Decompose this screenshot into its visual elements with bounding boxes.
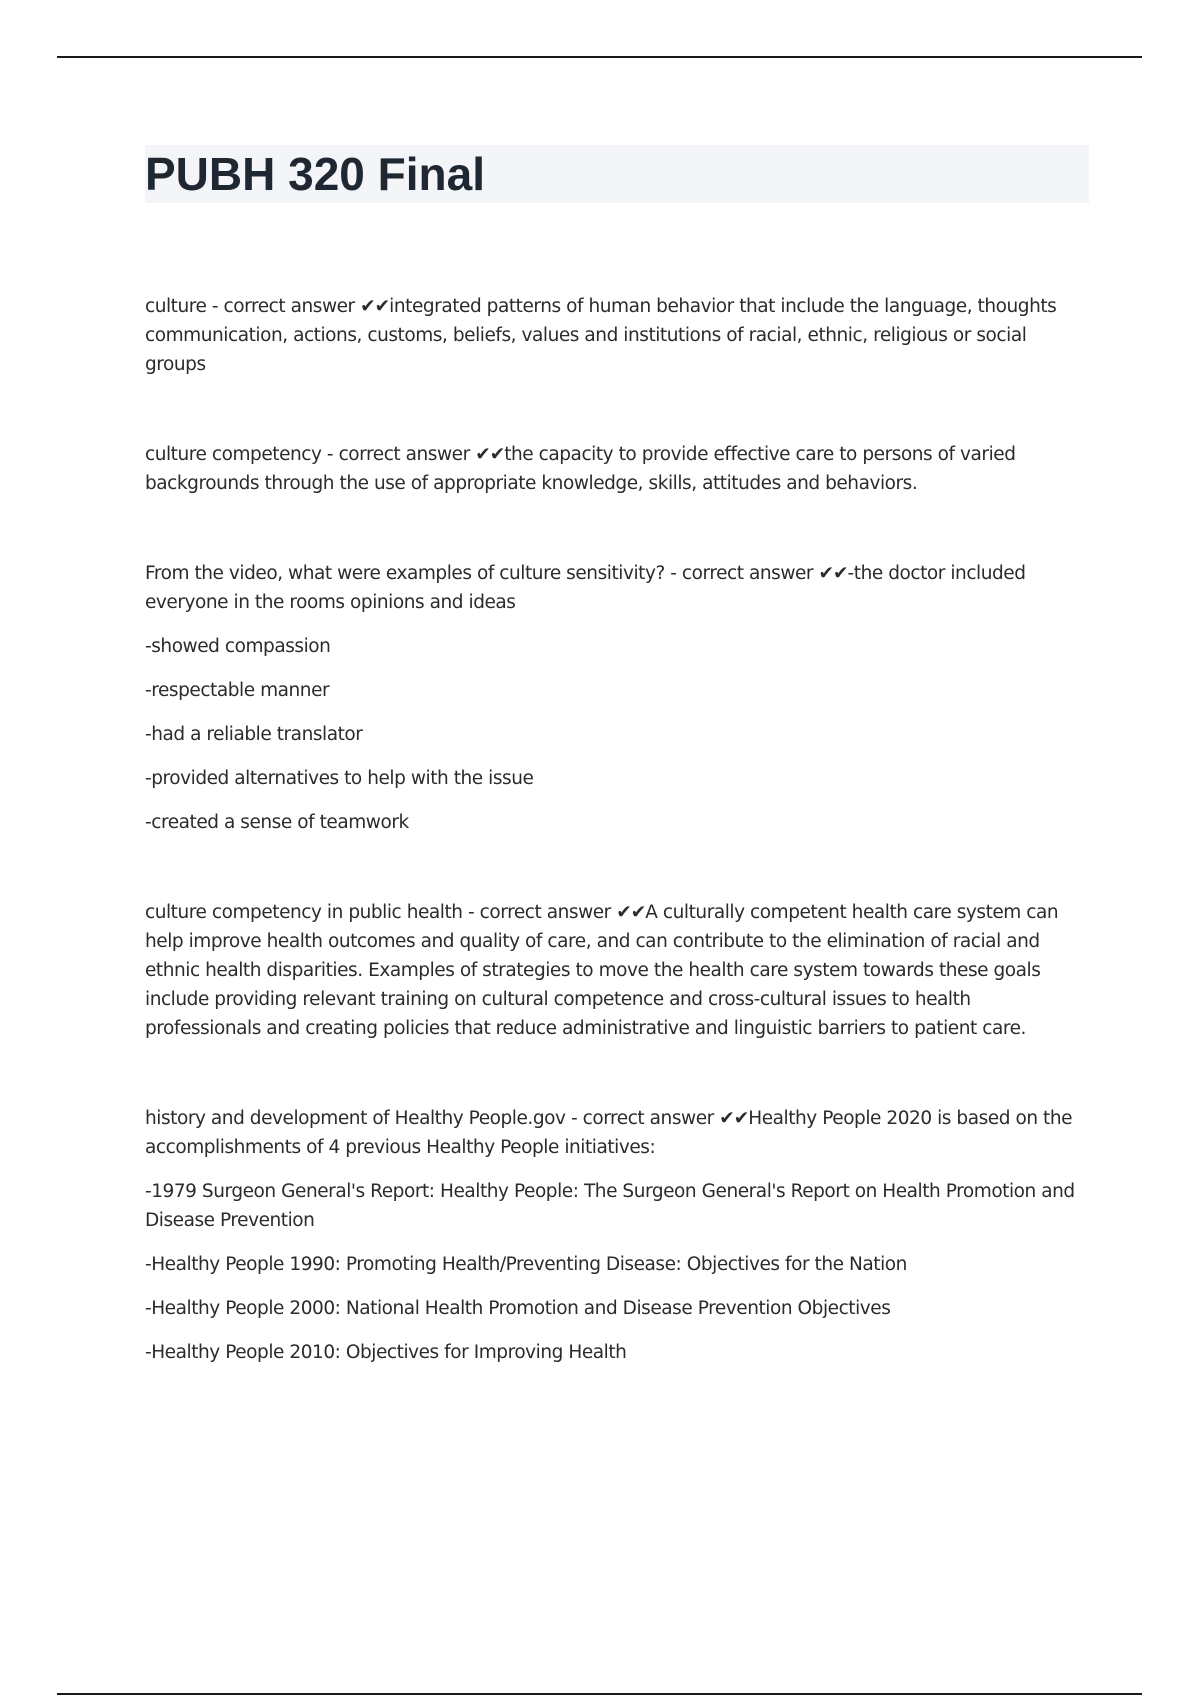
entry-separator: - correct answer: [565, 1108, 720, 1129]
flashcard-entry: [145, 1104, 1090, 1367]
checkmark-icon: ✔✔: [475, 444, 505, 465]
entry-separator: - correct answer: [462, 902, 617, 923]
top-divider: [57, 56, 1142, 58]
entry-answer: Healthy People 2020 is based on the accomplishments of 4 previous Healthy People initiatives:: [145, 1108, 1073, 1158]
entry-main-line: [145, 440, 1090, 498]
entry-term: culture competency in public health: [145, 902, 463, 923]
entry-detail: -had a reliable translator: [145, 724, 363, 745]
entry-detail: -created a sense of teamwork: [145, 812, 409, 833]
flashcard-entry: [145, 559, 1090, 837]
entry-detail: -1979 Surgeon General's Report: Healthy People: The Surgeon General's Report on Health Promotion and Disease Prevention: [145, 1181, 1075, 1231]
entry-answer: -the doctor included everyone in the rooms opinions and ideas: [145, 563, 1026, 613]
entry-detail: -respectable manner: [145, 680, 330, 701]
entry-separator: - correct answer: [664, 563, 819, 584]
checkmark-icon: ✔✔: [818, 563, 848, 584]
entry-term: culture: [145, 296, 207, 317]
entry-main-line: [145, 559, 1090, 617]
entry-detail: -provided alternatives to help with the issue: [145, 768, 534, 789]
entry-detail: -Healthy People 2010: Objectives for Improving Health: [145, 1342, 627, 1363]
entry-answer: A culturally competent health care system can help improve health outcomes and quality of care, and can contribute to the elimination of racial and ethnic health disparities. Examples of strategies to move the health care system towards these goals include providing relevant training on cultural competence and cross-cultural issues to health professionals and creating policies that reduce administrative and linguistic barriers to patient care.: [145, 902, 1059, 1039]
entry-separator: - correct answer: [206, 296, 361, 317]
entry-answer: the capacity to provide effective care to persons of varied backgrounds through the use of appropriate knowledge, skills, attitudes and behaviors.: [145, 444, 1016, 494]
entry-detail: -Healthy People 1990: Promoting Health/Preventing Disease: Objectives for the Nation: [145, 1254, 907, 1275]
entry-main-line: [145, 1104, 1090, 1162]
entry-term: culture competency: [145, 444, 322, 465]
entry-term: From the video, what were examples of culture sensitivity?: [145, 563, 665, 584]
entry-main-line: [145, 898, 1090, 1043]
entry-detail: -showed compassion: [145, 636, 331, 657]
entry-answer: integrated patterns of human behavior that include the language, thoughts communication, actions, customs, beliefs, values and institutions of racial, ethnic, religious or social groups: [145, 296, 1057, 375]
document-title: PUBH 320 Final: [145, 148, 485, 200]
checkmark-icon: ✔✔: [360, 296, 390, 317]
checkmark-icon: ✔✔: [719, 1108, 749, 1129]
checkmark-icon: ✔✔: [616, 902, 646, 923]
flashcard-entry: [145, 292, 1090, 379]
flashcard-entry: [145, 440, 1090, 498]
entry-main-line: [145, 292, 1090, 379]
bottom-divider: [57, 1693, 1142, 1695]
entry-detail: -Healthy People 2000: National Health Promotion and Disease Prevention Objectives: [145, 1298, 891, 1319]
flashcard-list: [145, 292, 1090, 1428]
entry-separator: - correct answer: [321, 444, 476, 465]
entry-term: history and development of Healthy People.gov: [145, 1108, 566, 1129]
flashcard-entry: [145, 898, 1090, 1043]
